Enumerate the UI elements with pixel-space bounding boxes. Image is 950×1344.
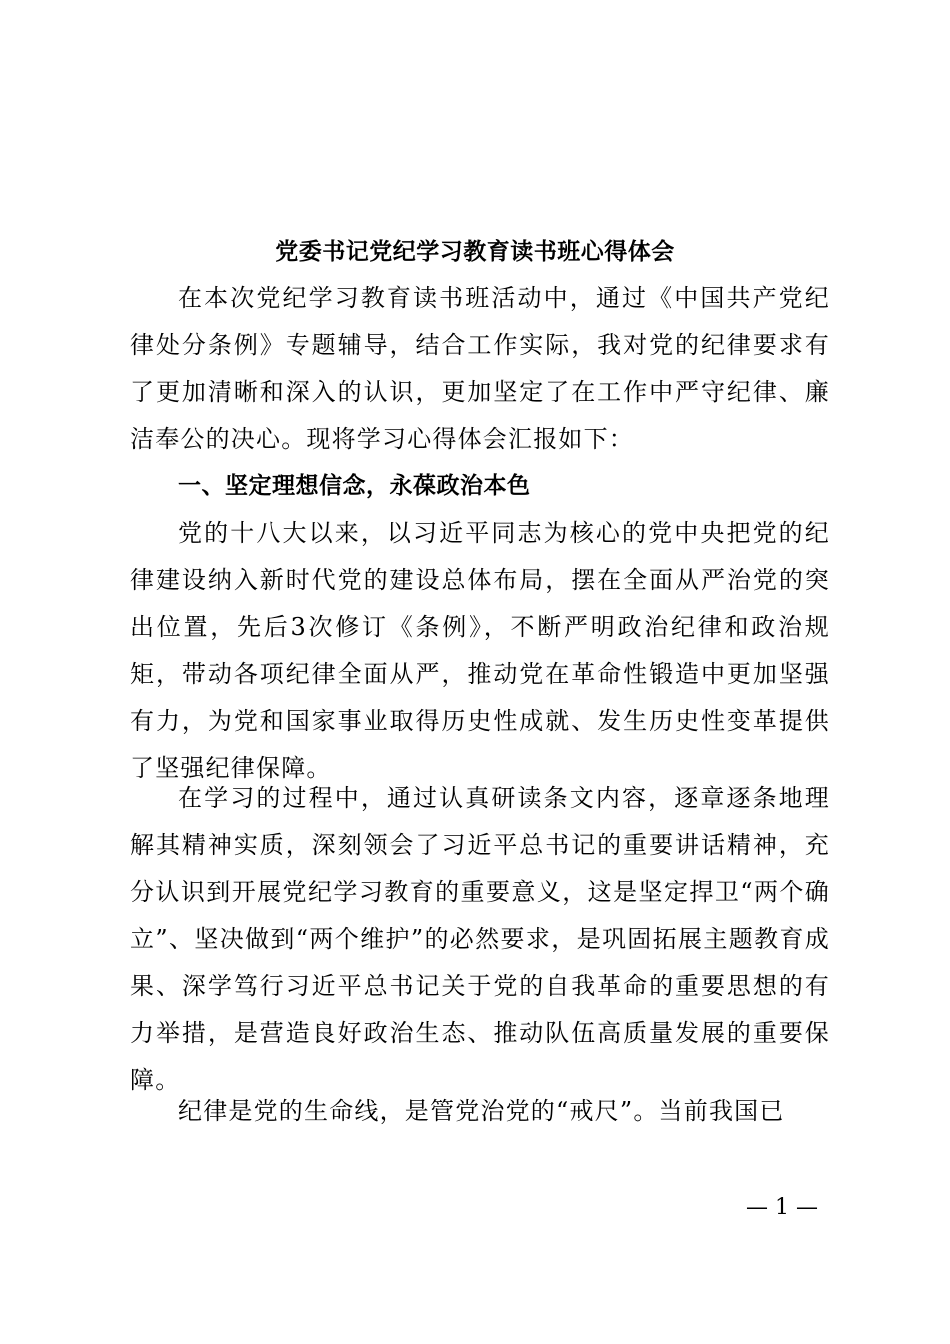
paragraph-party-discipline: 党的十八大以来，以习近平同志为核心的党中央把党的纪律建设纳入新时代党的建设总体布局，摆在全面从严治党的突出位置，先后3次修订《条例》，不断严明政治纪律和政治规矩，带动各项纪律全面从严，推动党在革命性锻造中更加坚强有力，为党和国家事业取得历史性成就、发生历史性变革提供了坚强纪律保障。	[130, 519, 830, 782]
page-number: — 1 —	[746, 1195, 818, 1220]
paragraph-lifeline: 纪律是党的生命线，是管党治党的“戒尺”。当前我国已	[178, 1097, 785, 1125]
section-heading-1: 一、坚定理想信念，永葆政治本色	[178, 473, 531, 499]
paragraph-intro: 在本次党纪学习教育读书班活动中，通过《中国共产党纪律处分条例》专题辅导，结合工作实际，我对党的纪律要求有了更加清晰和深入的认识，更加坚定了在工作中严守纪律、廉洁奉公的决心。现将学习心得体会汇报如下：	[130, 284, 830, 453]
paragraph-study-process: 在学习的过程中，通过认真研读条文内容，逐章逐条地理解其精神实质，深刻领会了习近平总书记的重要讲话精神，充分认识到开展党纪学习教育的重要意义，这是坚定捍卫“两个确立”、坚决做到“两个维护”的必然要求，是巩固拓展主题教育成果、深学笃行习近平总书记关于党的自我革命的重要思想的有力举措，是营造良好政治生态、推动队伍高质量发展的重要保障。	[130, 784, 830, 1094]
document-title: 党委书记党纪学习教育读书班心得体会	[275, 238, 675, 265]
